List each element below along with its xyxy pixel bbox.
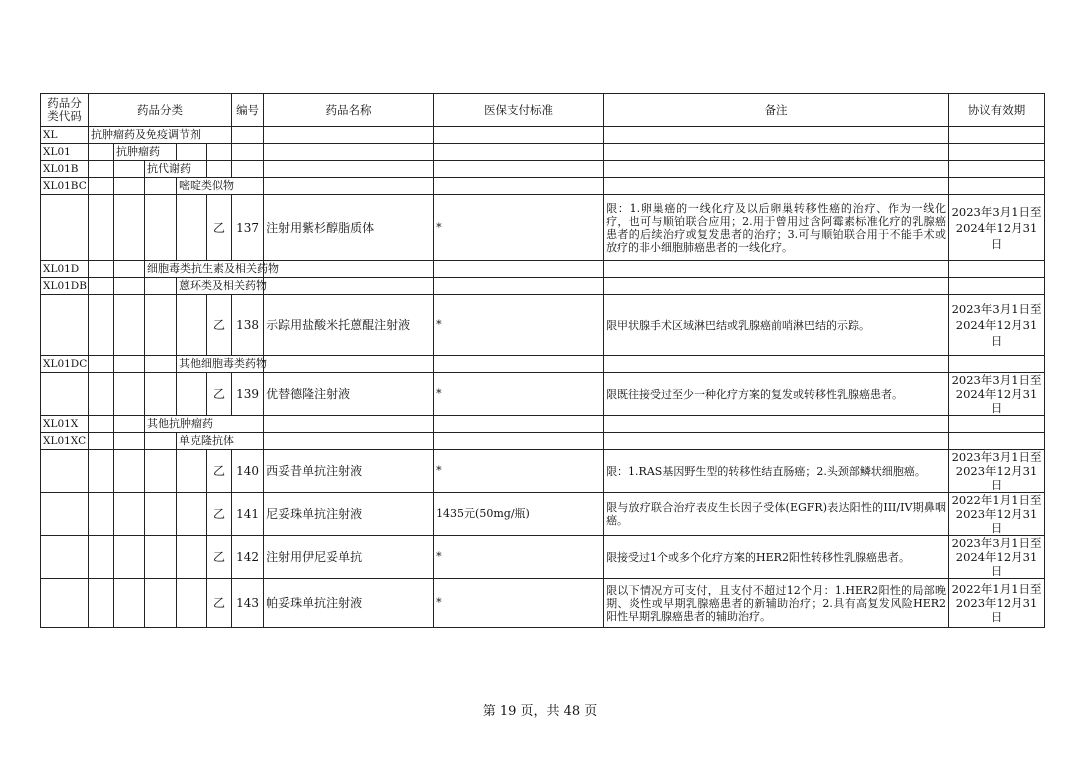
header-code: 药品分类代码 [41,94,89,127]
drug-note: 限甲状腺手术区域淋巴结或乳腺癌前哨淋巴结的示踪。 [604,295,949,356]
drug-number: 142 [232,536,264,579]
valid-from: 2023年3月1日至 [951,450,1042,464]
drug-number: 138 [232,295,264,356]
category-code: XL [41,127,89,144]
category-row-xl01bc [41,178,1045,195]
drug-class: 乙 [207,536,232,579]
category-row-xl01db [41,278,1045,295]
category-label: 细胞毒类抗生素及相关药物 [145,261,264,278]
drug-note: 限与放疗联合治疗表皮生长因子受体(EGFR)表达阳性的III/IV期鼻咽癌。 [604,493,949,536]
category-row-xl01d [41,261,1045,278]
category-code: XL01 [41,144,89,161]
validity-period [949,579,1045,628]
drug-row-142 [41,536,1045,579]
category-label: 其他细胞毒类药物 [177,356,264,373]
drug-row-139 [41,373,1045,416]
category-code: XL01B [41,161,89,178]
page-number: 第 19 页，共 48 页 [482,704,598,719]
validity-period [949,493,1045,536]
validity-period [949,450,1045,493]
drug-class: 乙 [207,450,232,493]
drug-name: 尼妥珠单抗注射液 [264,493,434,536]
drug-row-140 [41,450,1045,493]
payment-standard: * [434,295,604,356]
category-label: 抗肿瘤药及免疫调节剂 [89,127,232,144]
drug-number: 143 [232,579,264,628]
valid-to: 2024年12月31日 [955,387,1038,415]
drug-name: 注射用伊尼妥单抗 [264,536,434,579]
valid-from: 2022年1月1日至 [951,582,1042,596]
category-row-xl [41,127,1045,144]
drug-note: 限接受过1个或多个化疗方案的HER2阳性转移性乳腺癌患者。 [604,536,949,579]
validity-period [949,536,1045,579]
header-validity: 协议有效期 [949,94,1045,127]
drug-name: 注射用紫杉醇脂质体 [264,195,434,261]
payment-standard: * [434,195,604,261]
header-number: 编号 [232,94,264,127]
category-label: 抗肿瘤药 [114,144,177,161]
drug-number: 137 [232,195,264,261]
category-code: XL01DB [41,278,89,295]
header-category: 药品分类 [89,94,232,127]
drug-row-137 [41,195,1045,261]
header-name: 药品名称 [264,94,434,127]
drug-class: 乙 [207,579,232,628]
valid-from: 2023年3月1日至 [951,373,1042,387]
drug-row-143 [41,579,1045,628]
payment-standard: * [434,450,604,493]
drug-number: 141 [232,493,264,536]
category-code: XL01BC [41,178,89,195]
category-row-xl01 [41,144,1045,161]
drug-note: 限既往接受过至少一种化疗方案的复发或转移性乳腺癌患者。 [604,373,949,416]
valid-from: 2023年3月1日至 [951,302,1042,316]
category-label: 蒽环类及相关药物 [177,278,264,295]
drug-name: 示踪用盐酸米托蒽醌注射液 [264,295,434,356]
drug-note: 限：1.卵巢癌的一线化疗及以后卵巢转移性癌的治疗、作为一线化疗，也可与顺铂联合应用；2.用于曾用过含阿霉素标准化疗的乳腺癌患者的后续治疗或复发患者的治疗；3.可与顺铂联合用于不能手术或放疗的非小细胞肺癌患者的一线化疗。 [604,195,949,261]
category-label: 单克隆抗体 [177,433,264,450]
category-row-xl01x [41,416,1045,433]
valid-from: 2023年3月1日至 [951,204,1042,219]
drug-name: 优替德隆注射液 [264,373,434,416]
category-label: 其他抗肿瘤药 [145,416,264,433]
payment-standard: * [434,536,604,579]
payment-standard: 1435元(50mg/瓶) [434,493,604,536]
validity-period [949,295,1045,356]
drug-class: 乙 [207,493,232,536]
drug-row-138 [41,295,1045,356]
header-note: 备注 [604,94,949,127]
valid-to: 2024年12月31日 [955,550,1038,578]
category-label: 抗代谢药 [145,161,207,178]
drug-name: 帕妥珠单抗注射液 [264,579,434,628]
category-row-xl01dc [41,356,1045,373]
drug-row-141 [41,493,1045,536]
drug-class: 乙 [207,295,232,356]
drug-table [40,93,1045,628]
valid-from: 2023年3月1日至 [951,536,1042,550]
drug-name: 西妥昔单抗注射液 [264,450,434,493]
valid-to: 2024年12月31日 [955,220,1038,251]
category-code: XL01XC [41,433,89,450]
valid-from: 2022年1月1日至 [951,493,1042,507]
payment-standard: * [434,373,604,416]
drug-note: 限以下情况方可支付，且支付不超过12个月：1.HER2阳性的局部晚期、炎性或早期乳腺癌患者的新辅助治疗；2.具有高复发风险HER2阳性早期乳腺癌患者的辅助治疗。 [604,579,949,628]
category-code: XL01X [41,416,89,433]
category-code: XL01DC [41,356,89,373]
category-row-xl01b [41,161,1045,178]
category-row-xl01xc [41,433,1045,450]
validity-period [949,195,1045,261]
header-standard: 医保支付标准 [434,94,604,127]
drug-number: 139 [232,373,264,416]
drug-class: 乙 [207,195,232,261]
category-code: XL01D [41,261,89,278]
valid-to: 2023年12月31日 [955,596,1038,624]
category-label: 嘧啶类似物 [177,178,264,195]
valid-to: 2023年12月31日 [955,507,1038,535]
validity-period [949,373,1045,416]
valid-to: 2023年12月31日 [955,464,1038,492]
drug-note: 限：1.RAS基因野生型的转移性结直肠癌；2.头颈部鳞状细胞癌。 [604,450,949,493]
payment-standard: * [434,579,604,628]
drug-number: 140 [232,450,264,493]
drug-class: 乙 [207,373,232,416]
header-row [41,94,1045,127]
valid-to: 2024年12月31日 [955,318,1038,348]
